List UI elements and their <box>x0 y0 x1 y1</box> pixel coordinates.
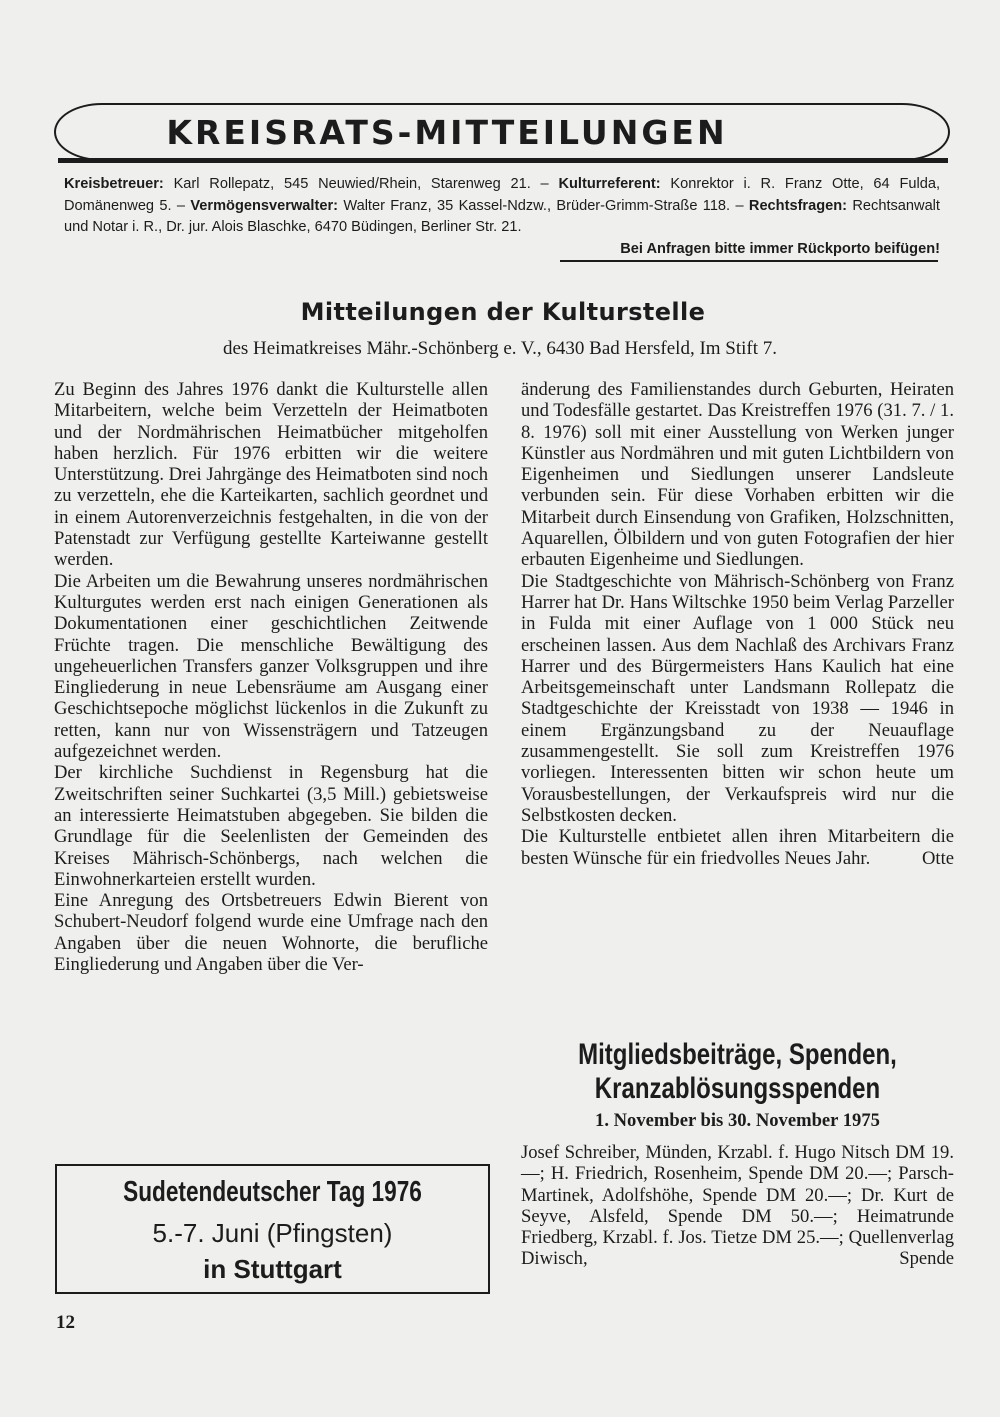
signature: Otte <box>921 847 954 869</box>
beitraege-title <box>564 1038 910 1106</box>
beitraege-period: 1. November bis 30. November 1975 <box>595 1110 880 1131</box>
kulturstelle-subtitle: des Heimatkreises Mähr.-Schönberg e. V., 6430 Bad Hersfeld, Im Stift 7. <box>222 338 778 359</box>
page-number: 12 <box>56 1312 75 1333</box>
header-banner <box>54 103 950 161</box>
kreisbetreuer-value: Karl Rollepatz, 545 Neuwied/Rhein, Starenweg 21. – <box>173 176 549 192</box>
article-left-column <box>54 379 488 975</box>
article-paragraph: änderung des Familienstandes durch Geburten, Heiraten und Todesfälle gestartet. Das Kreistreffen 1976 (31. 7. / 1. 8. 1976) soll mit einer Ausstellung von Werken junger Künstler aus Nordmähren und mit guten Lichtbildern von Eigenheimen und Siedlungen unserer Landsleute verbunden sein. Für diese Vorhaben erbitten wir die Mitarbeit durch Einsendung von Grafiken, Holzschnitten, Aquarellen, Ölbildern und von guten Fotografien der hier erbauten Eigenheime und Siedlungen. <box>521 379 954 571</box>
contacts-block <box>64 174 940 260</box>
sudetendeutscher-tag-box <box>55 1164 490 1294</box>
article-paragraph: Die Stadtgeschichte von Mährisch-Schönberg von Franz Harrer hat Dr. Hans Wiltschke 1950 beim Verlag Parzeller in Fulda mit einer Auflage von 1 000 Stück neu erscheinen lassen. Aus dem Nachlaß des Archivars Franz Harrer und des Bürgermeisters Hans Kaulich hat eine Arbeitsgemeinschaft unter Landsmann Rollepatz die Stadtgeschichte der Kreisstadt von 1938 — 1946 in einem Ergänzungsband zu der Neuauflage zusammengestellt. Sie soll zum Kreistreffen 1976 vorliegen. Interessenten bitten wir schon heute um Vorausbestellungen, der Verkaufspreis wird nur die Selbstkosten decken. <box>521 570 954 826</box>
kulturreferent-value: Konrektor i. R. Franz Otte, 64 Fulda, Domänenweg 5. – <box>64 176 941 214</box>
event-date: 5.-7. Juni (Pfingsten) <box>152 1218 393 1248</box>
contacts-text <box>64 174 940 239</box>
beitraege-list: Josef Schreiber, Münden, Krzabl. f. Hugo Nitsch DM 19.—; H. Friedrich, Rosenheim, Spende DM 20.—; Parsch-Martinek, Adolfshöhe, Spende DM 20.—; Dr. Kurt de Seyve, Alsfeld, Spende DM 50.—; Heimatrunde Friedberg, Krzabl. f. Jos. Tietze DM 25.—; Quellenverlag Diwisch, Spende <box>521 1142 954 1270</box>
article-paragraph <box>521 826 954 869</box>
kreisbetreuer-label: Kreisbetreuer: <box>64 176 164 192</box>
kulturreferent-label: Kulturreferent: <box>558 176 661 192</box>
beitraege-title-line2: Kranzablösungsspenden <box>594 1072 881 1105</box>
header-title: KREISRATS-MITTEILUNGEN <box>166 112 728 152</box>
recht-label: Rechtsfragen: <box>748 197 848 214</box>
vermoegen-label: Vermögensverwalter: <box>190 197 338 214</box>
note-rule <box>560 260 938 262</box>
closing-paragraph: Die Kulturstelle entbietet allen ihren Mitarbeitern die besten Wünsche für ein friedvolles Neues Jahr. <box>521 826 954 869</box>
article-paragraph: Zu Beginn des Jahres 1976 dankt die Kulturstelle allen Mitarbeitern, welche beim Verzetteln der Heimatboten und der Nordmährischen Heimatbücher mitgeholfen haben herzlich. Für 1976 erbitten wir die weitere Unterstützung. Drei Jahrgänge des Heimatboten sind noch zu verzetteln, ehe die Karteikarten, sachlich geordnet und in einem Autorenverzeichnis festgehalten, in die von der Patenstadt zur Verfügung gestellte Karteiwanne gestellt werden. <box>54 379 488 571</box>
header-rule <box>58 158 948 163</box>
article-right-column <box>521 379 954 869</box>
beitraege-title-line1: Mitgliedsbeiträge, Spenden, <box>578 1038 897 1071</box>
kulturstelle-title: Mitteilungen der Kulturstelle <box>300 298 706 326</box>
recht-value: Rechtsanwalt und Notar i. R., Dr. jur. Alois Blaschke, 6470 Büdingen, Berliner Str. 21. <box>64 197 940 235</box>
event-location: in Stuttgart <box>203 1254 342 1284</box>
article-paragraph: Der kirchliche Suchdienst in Regensburg hat die Zweitschriften seiner Suchkartei (3,5 Mill.) gebietsweise an interessierte Heimatstuben abgegeben. Sie bilden die Grundlage für die Seelenlisten der Gemeinden des Kreises Mährisch-Schönbergs, nach welchen die Einwohnerkarteien erstellt wurden. <box>54 762 488 890</box>
vermoegen-value: Walter Franz, 35 Kassel-Ndzw., Brüder-Grimm-Straße 118. – <box>343 197 744 214</box>
event-title: Sudetendeutscher Tag 1976 <box>123 1176 422 1208</box>
article-paragraph: Eine Anregung des Ortsbetreuers Edwin Bierent von Schubert-Neudorf folgend wurde eine Umfrage nach den Angaben über die neuen Wohnorte, die berufliche Eingliederung und Angaben über die Ver- <box>54 890 488 976</box>
article-paragraph: Die Arbeiten um die Bewahrung unseres nordmährischen Kulturgutes werden erst nach einigen Generationen als Dokumentationen einer geschichtlichen Zeitwende Früchte tragen. Die menschliche Bewältigung des ungeheuerlichen Transfers ganzer Volksgruppen und ihre Eingliederung in neue Lebensräume am Ausgang einer Geschichtsepoche möglichst lückenlos in die Zukunft zu retten, kann nur von Wissensträgern und Tatzeugen aufgezeichnet werden. <box>54 570 488 763</box>
return-postage-note: Bei Anfragen bitte immer Rückporto beifügen! <box>620 240 940 257</box>
